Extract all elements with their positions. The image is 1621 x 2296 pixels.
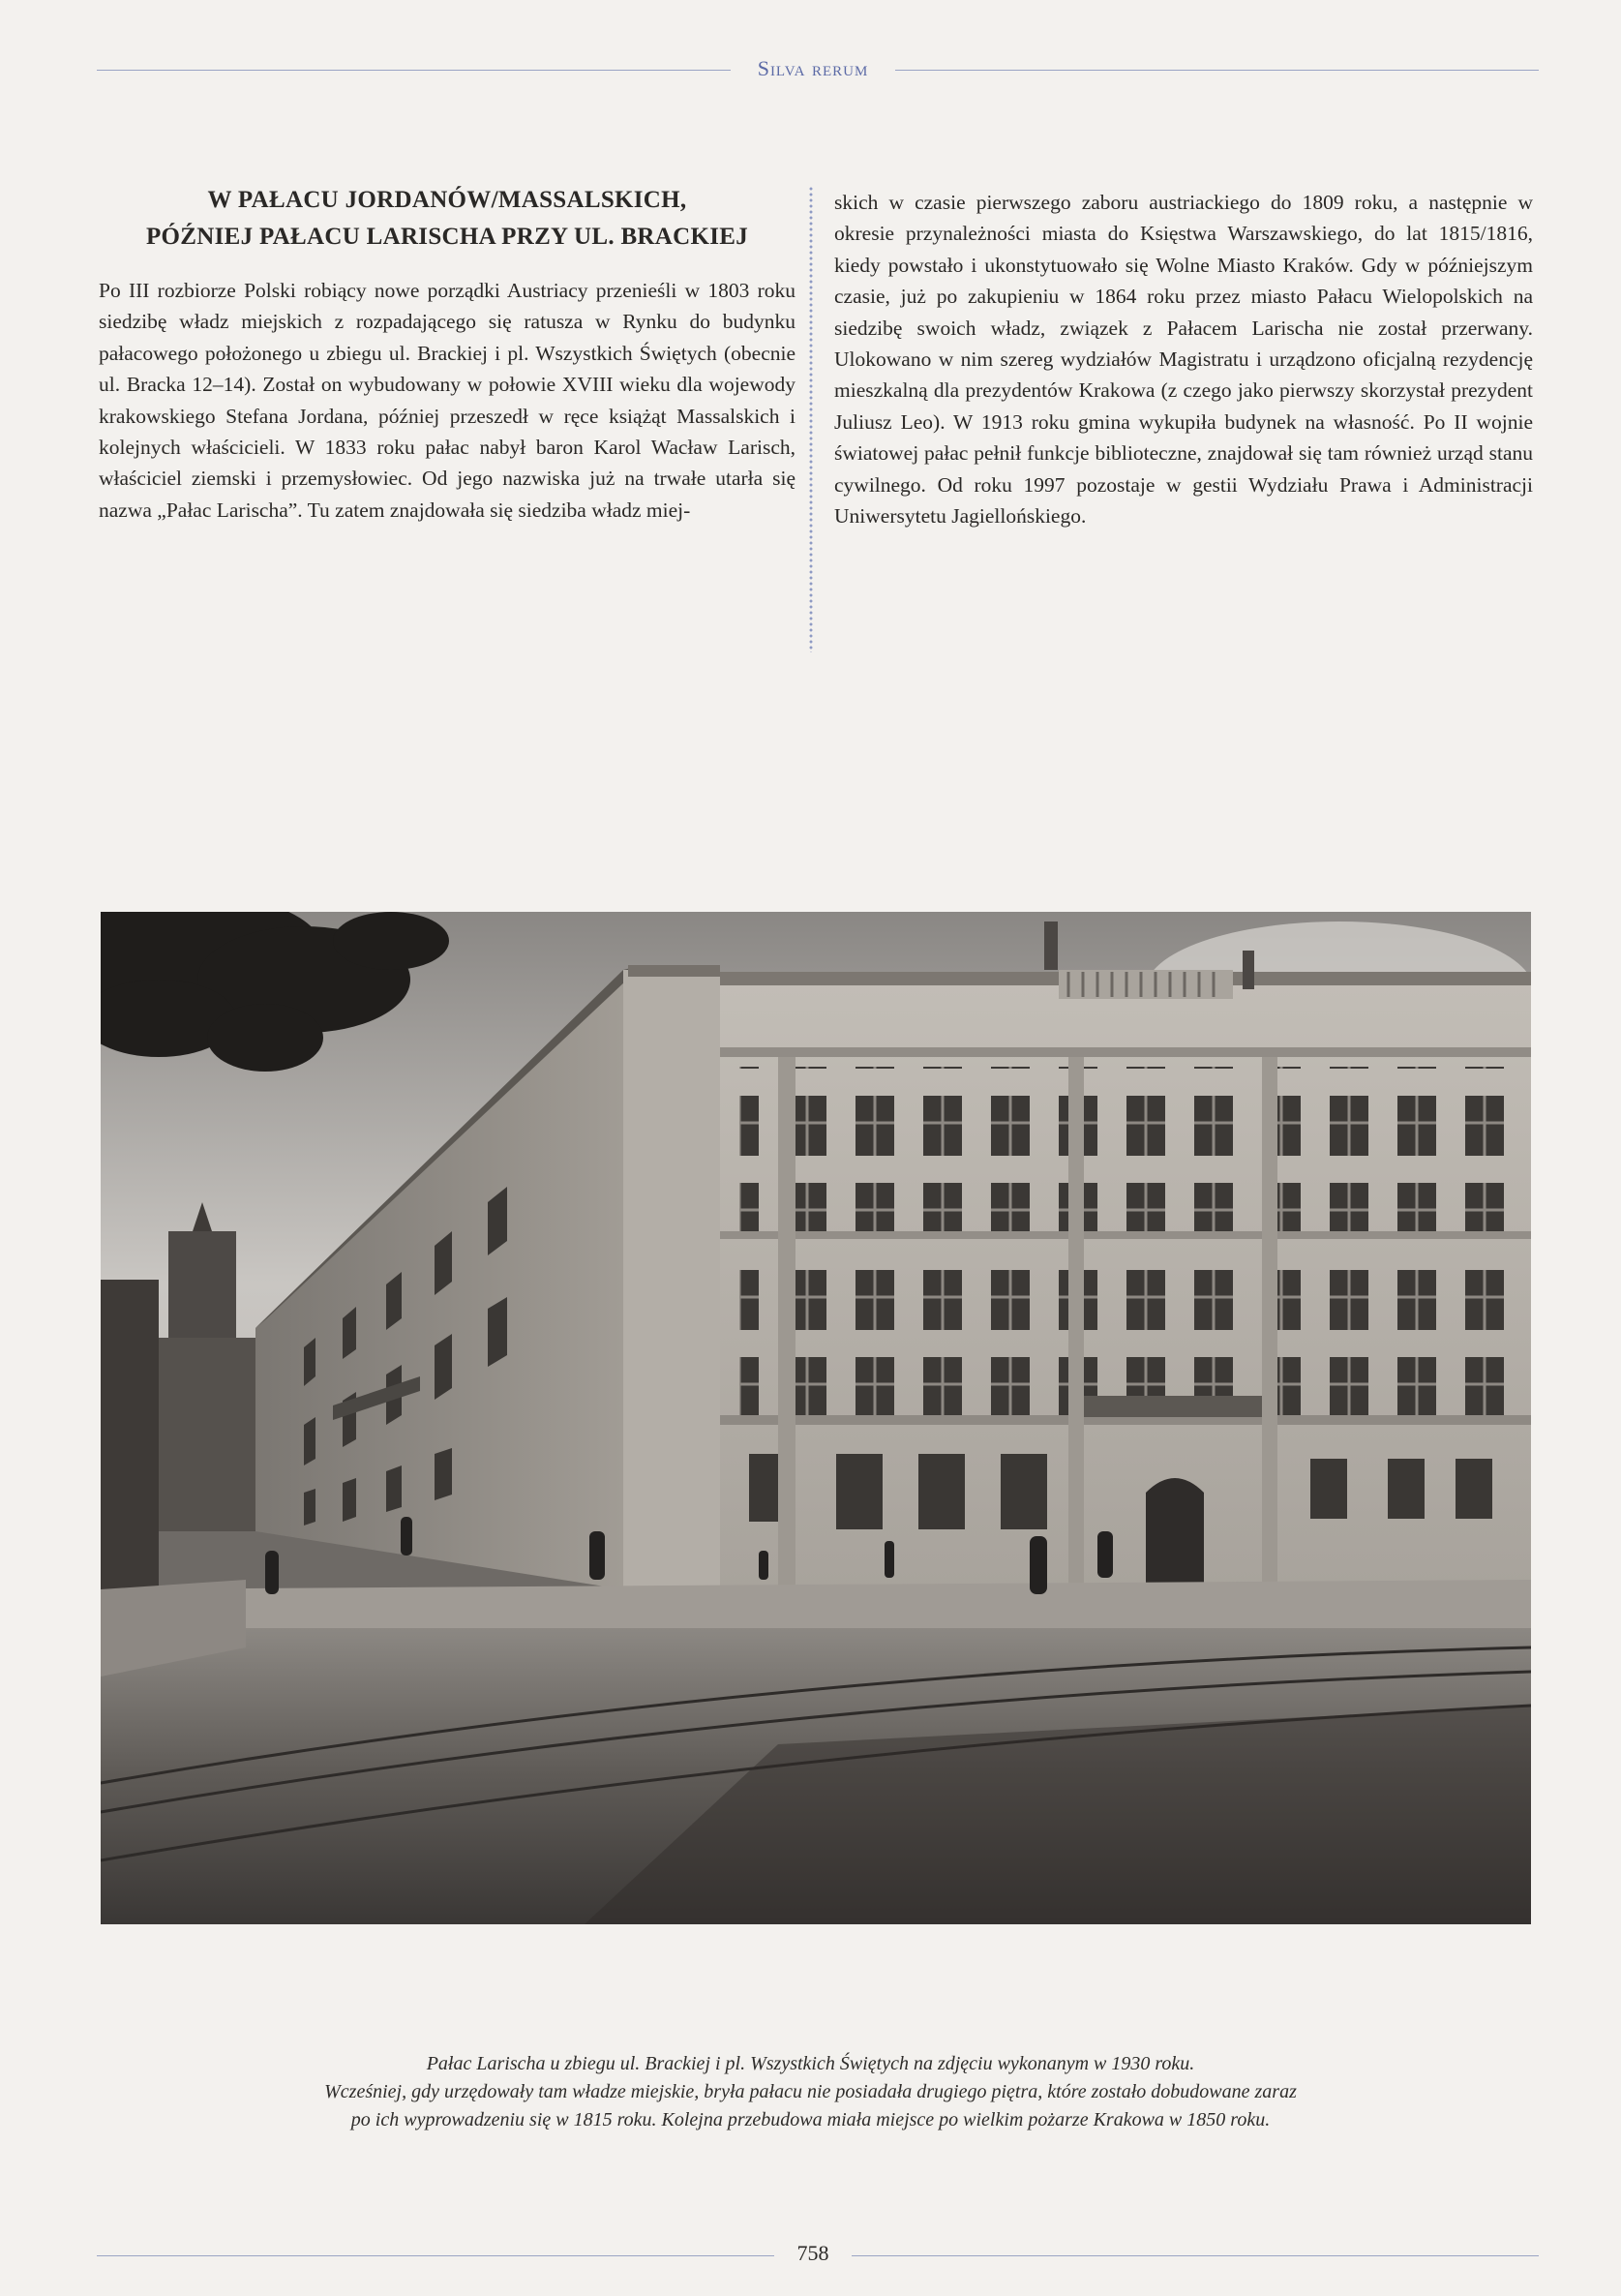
left-text-column	[99, 182, 795, 526]
header-rule-left	[97, 70, 731, 71]
palace-photo-illustration	[101, 912, 1531, 1924]
page-number: 758	[796, 2241, 829, 2265]
heading-line-1: W PAŁACU JORDANÓW/MASSALSKICH,	[207, 187, 687, 213]
running-header	[97, 50, 1539, 89]
right-column-paragraph: skich w czasie pierwszego zaboru austriackiego do 1809 roku, a następnie w okresie przynależności miasta do Księstwa Warszawskiego, do lat 1815/1816, kiedy powstało i ukonstytuowało się Wolne Miasto Kraków. Gdy w późniejszym czasie, już po zakupieniu w 1864 roku przez miasto Pałacu Wielopolskich na siedzibę swoich władz, związek z Pałacem Larischa nie został przerwany. Ulokowano w nim szereg wydziałów Magistratu i urządzono oficjalną rezydencję mieszkalną dla prezydentów Krakowa (z czego jako pierwszy skorzystał prezydent Juliusz Leo). W 1913 roku gmina wykupiła budynek na własność. Po II wojnie światowej pałac pełnił funkcje biblioteczne, znajdował się tam również urząd stanu cywilnego. Od roku 1997 pozostaje w gestii Wydziału Prawa i Administracji Uniwersytetu Jagiellońskiego.	[834, 191, 1533, 529]
caption-line-3: po ich wyprowadzeniu się w 1815 roku. Kolejna przebudowa miała miejsce po wielkim pożarze Krakowa w 1850 roku.	[350, 2109, 1271, 2130]
right-text-column	[834, 187, 1533, 531]
heading-line-2: PÓŹNIEJ PAŁACU LARISCHA PRZY UL. BRACKIEJ	[145, 224, 749, 250]
photo-caption	[213, 2050, 1408, 2134]
running-head-title: Silva rerum	[757, 56, 869, 80]
caption-line-1: Pałac Larischa u zbiegu ul. Brackiej i pl. Wszystkich Świętych na zdjęciu wykonanym w 1930 roku.	[426, 2053, 1195, 2074]
column-divider	[808, 186, 814, 652]
left-column-paragraph: Po III rozbiorze Polski robiący nowe porządki Austriacy przenieśli w 1803 roku siedzibę władz miejskich z rozpadającego się ratusza w Rynku do budynku pałacowego położonego u zbiegu ul. Brackiej i pl. Wszystkich Świętych (obecnie ul. Bracka 12–14). Został on wybudowany w połowie XVIII wieku dla wojewody krakowskiego Stefana Jordana, później przeszedł w ręce książąt Massalskich i kolejnych właścicieli. W 1833 roku pałac nabył baron Karol Wacław Larisch, właściciel ziemski i przemysłowiec. Od jego nazwiska już na trwałe utarła się nazwa „Pałac Larischa”. Tu zatem znajdowała się siedziba władz miej-	[99, 279, 795, 522]
footer-rule-left	[97, 2255, 774, 2256]
caption-line-2: Wcześniej, gdy urzędowały tam władze miejskie, bryła pałacu nie posiadała drugiego piętra, które zostało dobudowane zaraz	[324, 2081, 1297, 2102]
section-heading	[99, 182, 795, 256]
footer-rule-right	[852, 2255, 1539, 2256]
historic-photograph	[101, 912, 1531, 1924]
page-footer	[97, 2236, 1539, 2275]
header-rule-right	[895, 70, 1539, 71]
